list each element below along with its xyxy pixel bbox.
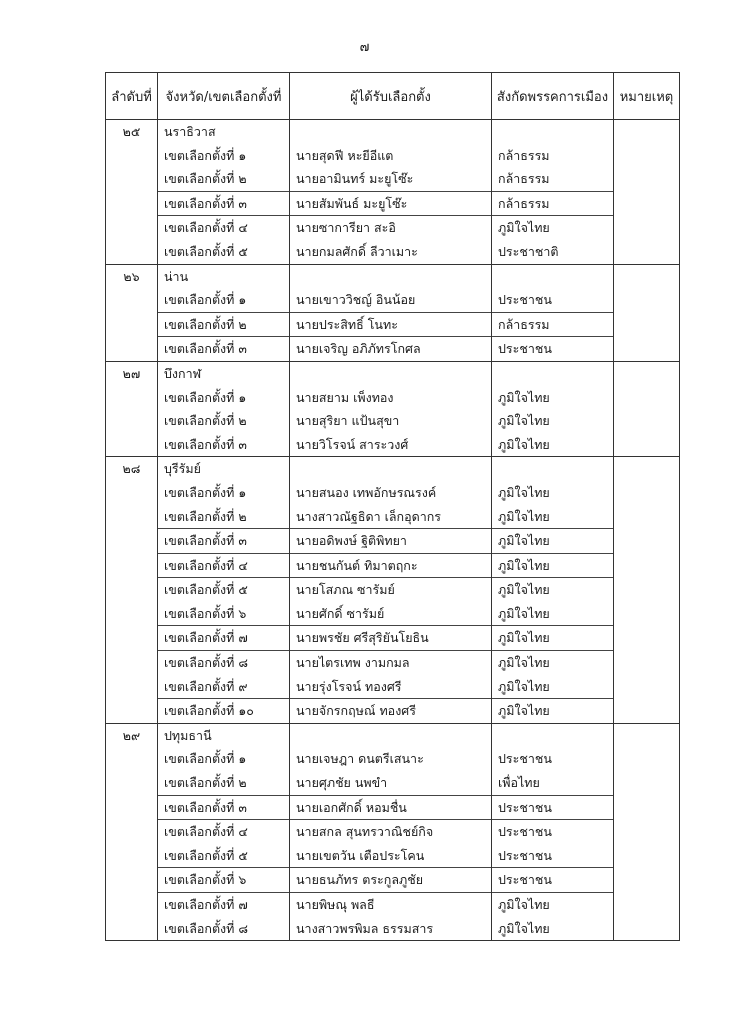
- district-cell: เขตเลือกตั้งที่ ๑: [158, 386, 290, 410]
- party-name: ประชาชน: [492, 844, 614, 868]
- district-cell: เขตเลือกตั้งที่ ๒: [158, 409, 290, 433]
- party-name: ภูมิใจไทย: [492, 553, 614, 578]
- party-name: ประชาชน: [492, 868, 614, 893]
- table-row: [106, 795, 680, 820]
- province-name: บึงกาฬ: [158, 361, 290, 385]
- district-cell: เขตเลือกตั้งที่ ๓: [158, 191, 290, 216]
- province-group: [106, 457, 680, 724]
- district-cell: เขตเลือกตั้งที่ ๘: [158, 651, 290, 675]
- elected-name: นายพิษณุ พลธี: [290, 893, 492, 917]
- elected-name: นายซาการียา สะอิ: [290, 216, 492, 240]
- province-name: ปทุมธานี: [158, 723, 290, 747]
- district-cell: เขตเลือกตั้งที่ ๔: [158, 216, 290, 240]
- page-number: ๗: [359, 40, 370, 55]
- header-elected: ผู้ได้รับเลือกตั้ง: [290, 73, 492, 120]
- elected-name: นายสนอง เทพอักษรณรงค์: [290, 481, 492, 505]
- district-cell: เขตเลือกตั้งที่ ๒: [158, 312, 290, 337]
- district-cell: เขตเลือกตั้งที่ ๖: [158, 868, 290, 893]
- table-row: [106, 578, 680, 602]
- table-row: [106, 433, 680, 457]
- sequence-number: ๒๖: [106, 264, 158, 288]
- party-name: ภูมิใจไทย: [492, 216, 614, 240]
- elected-name: นายสัมพันธ์ มะยูโซ๊ะ: [290, 191, 492, 216]
- elected-name: นายสุริยา แป้นสุขา: [290, 409, 492, 433]
- party-name: ภูมิใจไทย: [492, 675, 614, 699]
- table-row: [106, 893, 680, 917]
- table-row: [106, 191, 680, 216]
- party-name: กล้าธรรม: [492, 312, 614, 337]
- party-name: ภูมิใจไทย: [492, 578, 614, 602]
- table-row: [106, 216, 680, 240]
- district-cell: เขตเลือกตั้งที่ ๓: [158, 795, 290, 820]
- table-row: [106, 240, 680, 264]
- party-name: กล้าธรรม: [492, 167, 614, 191]
- district-cell: เขตเลือกตั้งที่ ๒: [158, 771, 290, 795]
- district-cell: เขตเลือกตั้งที่ ๑: [158, 481, 290, 505]
- table-row: [106, 602, 680, 626]
- district-cell: เขตเลือกตั้งที่ ๕: [158, 240, 290, 264]
- elected-name: นายเขตวัน เตือประโคน: [290, 844, 492, 868]
- district-cell: เขตเลือกตั้งที่ ๗: [158, 626, 290, 651]
- table-row: [106, 868, 680, 893]
- header-no: ลำดับที่: [106, 73, 158, 120]
- elected-name: นายพรชัย ศรีสุริยันโยธิน: [290, 626, 492, 651]
- district-cell: เขตเลือกตั้งที่ ๑: [158, 747, 290, 771]
- header-party: สังกัดพรรคการเมือง: [492, 73, 614, 120]
- district-cell: เขตเลือกตั้งที่ ๑: [158, 144, 290, 168]
- elected-name: นายเอกศักดิ์ หอมชื่น: [290, 795, 492, 820]
- district-cell: เขตเลือกตั้งที่ ๑: [158, 288, 290, 312]
- elected-name: นายสุดฟี หะยีอีแต: [290, 144, 492, 168]
- elected-name: นายศักดิ์ ซารัมย์: [290, 602, 492, 626]
- party-name: เพื่อไทย: [492, 771, 614, 795]
- elected-name: นายรุ่งโรจน์ ทองศรี: [290, 675, 492, 699]
- elected-name: นายไตรเทพ งามกมล: [290, 651, 492, 675]
- header-note: หมายเหตุ: [614, 73, 680, 120]
- elected-name: นายโสภณ ซารัมย์: [290, 578, 492, 602]
- table-row: [106, 699, 680, 724]
- province-row: [106, 120, 680, 144]
- table-row: [106, 409, 680, 433]
- province-row: [106, 457, 680, 481]
- district-cell: เขตเลือกตั้งที่ ๒: [158, 505, 290, 529]
- district-cell: เขตเลือกตั้งที่ ๙: [158, 675, 290, 699]
- party-name: ภูมิใจไทย: [492, 893, 614, 917]
- sequence-number: ๒๗: [106, 361, 158, 385]
- table-row: [106, 747, 680, 771]
- party-name: ประชาชน: [492, 288, 614, 312]
- table-row: [106, 675, 680, 699]
- party-name: ภูมิใจไทย: [492, 386, 614, 410]
- party-name: ประชาชน: [492, 820, 614, 844]
- province-group: [106, 264, 680, 361]
- party-name: ประชาชาติ: [492, 240, 614, 264]
- elected-name: นางสาวณัฐธิดา เล็กอุดากร: [290, 505, 492, 529]
- party-name: กล้าธรรม: [492, 144, 614, 168]
- district-cell: เขตเลือกตั้งที่ ๑๐: [158, 699, 290, 724]
- header-district: จังหวัด/เขตเลือกตั้งที่: [158, 73, 290, 120]
- district-cell: เขตเลือกตั้งที่ ๓: [158, 433, 290, 457]
- province-name: นราธิวาส: [158, 120, 290, 144]
- elected-name: นายธนภัทร ตระกูลภูชัย: [290, 868, 492, 893]
- elected-name: นายกมลศักดิ์ ลีวาเมาะ: [290, 240, 492, 264]
- elected-name: นายสกล สุนทรวาณิชย์กิจ: [290, 820, 492, 844]
- province-name: น่าน: [158, 264, 290, 288]
- table-row: [106, 844, 680, 868]
- district-cell: เขตเลือกตั้งที่ ๕: [158, 844, 290, 868]
- elected-members-table: [105, 72, 680, 941]
- province-group: [106, 120, 680, 265]
- table-row: [106, 481, 680, 505]
- sequence-number: ๒๙: [106, 723, 158, 747]
- district-cell: เขตเลือกตั้งที่ ๒: [158, 167, 290, 191]
- district-cell: เขตเลือกตั้งที่ ๕: [158, 578, 290, 602]
- table-row: [106, 553, 680, 578]
- sequence-number: ๒๕: [106, 120, 158, 144]
- elected-name: นายเขาววิชญ์ อินน้อย: [290, 288, 492, 312]
- party-name: กล้าธรรม: [492, 191, 614, 216]
- elected-name: นายจักรกฤษณ์ ทองศรี: [290, 699, 492, 724]
- party-name: ภูมิใจไทย: [492, 699, 614, 724]
- table-row: [106, 626, 680, 651]
- sequence-number: ๒๘: [106, 457, 158, 481]
- party-name: ประชาชน: [492, 747, 614, 771]
- party-name: ภูมิใจไทย: [492, 481, 614, 505]
- elected-name: นายสยาม เพ็งทอง: [290, 386, 492, 410]
- province-row: [106, 723, 680, 747]
- party-name: ภูมิใจไทย: [492, 651, 614, 675]
- elected-name: นายอดิพงษ์ ฐิติพิทยา: [290, 529, 492, 554]
- party-name: ประชาชน: [492, 795, 614, 820]
- table-row: [106, 529, 680, 554]
- province-group: [106, 723, 680, 940]
- district-cell: เขตเลือกตั้งที่ ๔: [158, 820, 290, 844]
- table-row: [106, 337, 680, 362]
- table-row: [106, 386, 680, 410]
- elected-name: นายอามินทร์ มะยูโซ๊ะ: [290, 167, 492, 191]
- district-cell: เขตเลือกตั้งที่ ๖: [158, 602, 290, 626]
- table-row: [106, 505, 680, 529]
- party-name: ภูมิใจไทย: [492, 505, 614, 529]
- province-row: [106, 361, 680, 385]
- elected-name: นายศุภชัย นพขำ: [290, 771, 492, 795]
- party-name: ภูมิใจไทย: [492, 409, 614, 433]
- province-row: [106, 264, 680, 288]
- elected-name: นายเจริญ อภิภัทรโกศล: [290, 337, 492, 362]
- elected-name: นายวิโรจน์ สาระวงศ์: [290, 433, 492, 457]
- table-row: [106, 288, 680, 312]
- district-cell: เขตเลือกตั้งที่ ๔: [158, 553, 290, 578]
- party-name: ประชาชน: [492, 337, 614, 362]
- district-cell: เขตเลือกตั้งที่ ๓: [158, 337, 290, 362]
- district-cell: เขตเลือกตั้งที่ ๗: [158, 893, 290, 917]
- province-group: [106, 361, 680, 456]
- party-name: ภูมิใจไทย: [492, 917, 614, 941]
- table-header-row: [106, 73, 680, 120]
- table-row: [106, 917, 680, 941]
- party-name: ภูมิใจไทย: [492, 433, 614, 457]
- elected-name: นายประสิทธิ์ โนทะ: [290, 312, 492, 337]
- table-row: [106, 651, 680, 675]
- party-name: ภูมิใจไทย: [492, 626, 614, 651]
- table-row: [106, 771, 680, 795]
- district-cell: เขตเลือกตั้งที่ ๘: [158, 917, 290, 941]
- elected-name: นายชนกันต์ ทิมาตฤกะ: [290, 553, 492, 578]
- elected-name: นางสาวพรพิมล ธรรมสาร: [290, 917, 492, 941]
- table-row: [106, 144, 680, 168]
- table-row: [106, 820, 680, 844]
- table-row: [106, 312, 680, 337]
- party-name: ภูมิใจไทย: [492, 529, 614, 554]
- party-name: ภูมิใจไทย: [492, 602, 614, 626]
- table-row: [106, 167, 680, 191]
- province-name: บุรีรัมย์: [158, 457, 290, 481]
- district-cell: เขตเลือกตั้งที่ ๓: [158, 529, 290, 554]
- elected-name: นายเจษฎา ดนตรีเสนาะ: [290, 747, 492, 771]
